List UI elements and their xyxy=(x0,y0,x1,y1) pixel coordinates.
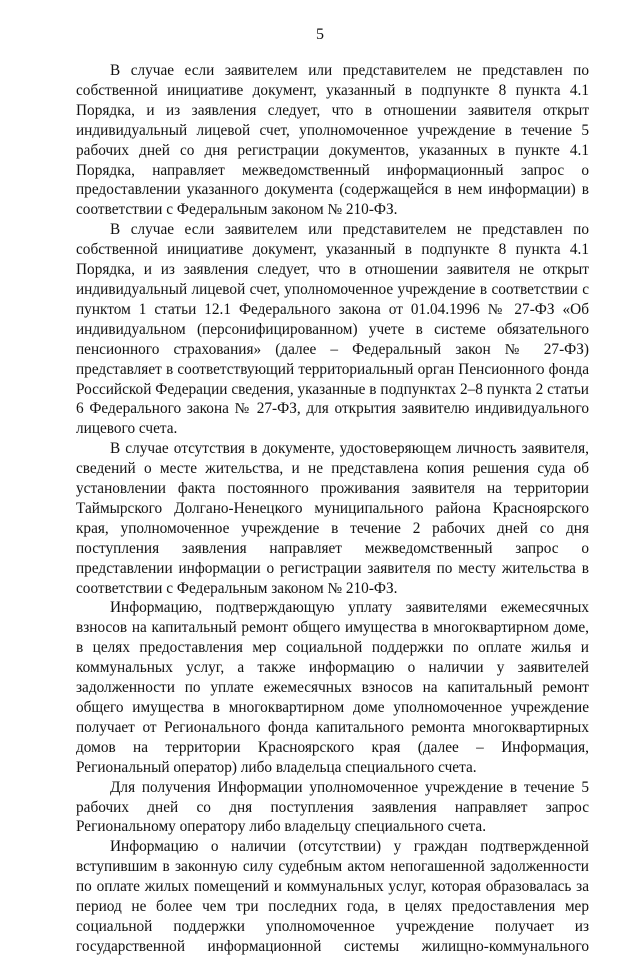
paragraph-residence: В случае отсутствия в документе, удостоверяющем личность заявителя, сведений о месте жительства, и не представлена копия решения суда об установлении факта постоянного проживания заявителя на территории Таймырского Долгано-Ненецкого муниципального района Красноярского края, уполномоченное учреждение в течение 2 рабочих дней со дня поступления заявления направляет межведомственный запрос о представлении информации о регистрации заявителя по месту жительства в соответствии с Федеральным законом № 210-ФЗ. xyxy=(76,440,589,597)
paragraph-info-request: Для получения Информации уполномоченное учреждение в течение 5 рабочих дней со дня поступления заявления направляет запрос Региональному оператору либо владельцу специального счета. xyxy=(76,778,589,836)
paragraph-no-account: В случае если заявителем или представителем не представлен по собственной инициативе документ, указанный в подпункте 8 пункта 4.1 Порядка, и из заявления следует, что в отношении заявителя не открыт индивидуальный лицевой счет, уполномоченное учреждение в соответствии с пунктом 1 статьи 12.1 Федерального закона от 01.04.1996 № 27-ФЗ «Об индивидуальном (персонифицированном) учете в системе обязательного пенсионного страхования» (далее – Федеральный закон № 27-ФЗ) представляет в соответствующий территориальный орган Пенсионного фонда Российской Федерации сведения, указанные в подпунктах 2–8 пункта 2 статьи 6 Федерального закона № 27-ФЗ, для открытия заявителю индивидуального лицевого счета. xyxy=(76,221,589,438)
paragraph-open-account: В случае если заявителем или представителем не представлен по собственной инициативе документ, указанный в подпункте 8 пункта 4.1 Порядка, и из заявления следует, что в отношении заявителя открыт индивидуальный лицевой счет, уполномоченное учреждение в течение 5 рабочих дней со дня регистрации документов, указанных в пункте 4.1 Порядка, направляет межведомственный информационный запрос о предоставлении указанного документа (содержащейся в нем информации) в соответствии с Федеральным законом № 210-ФЗ. xyxy=(76,62,589,219)
document-body xyxy=(76,61,589,957)
paragraph-capital-repair-info: Информацию, подтверждающую уплату заявителями ежемесячных взносов на капитальный ремонт общего имущества в многоквартирном доме, в целях предоставления мер социальной поддержки по оплате жилья и коммунальных услуг, а также информацию о наличии у заявителей задолженности по уплате ежемесячных взносов на капитальный ремонт общего имущества в многоквартирном доме уполномоченное учреждение получает от Регионального фонда капитального ремонта многоквартирных домов на территории Красноярского края (далее – Информация, Региональный оператор) либо владельца специального счета. xyxy=(76,599,589,776)
paragraph-debt-info: Информацию о наличии (отсутствии) у граждан подтвержденной вступившим в законную силу судебным актом непогашенной задолженности по оплате жилых помещений и коммунальных услуг, которая образовалась за период не более чем три последних года, в целях предоставления мер социальной поддержки уполномоченное учреждение получает из государственной информационной системы жилищно-коммунального xyxy=(76,838,589,955)
page-number: 5 xyxy=(316,26,324,43)
